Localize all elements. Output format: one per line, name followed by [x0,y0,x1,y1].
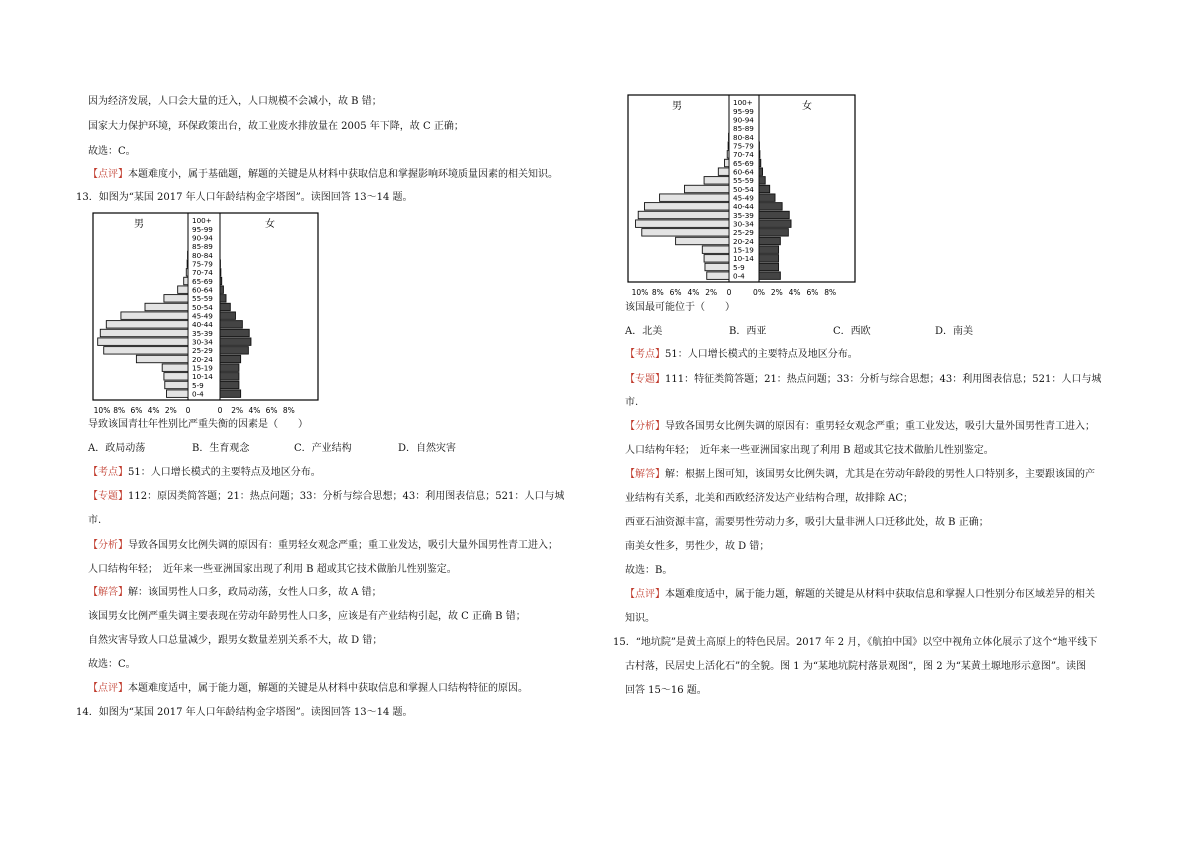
x-tick-label: 8% [113,406,126,415]
female-bar [220,329,249,336]
review-text: 本题难度适中，属于能力题，解题的关键是从材料中获取信息和掌握人口性别分布区域差异的相关 [665,589,1095,600]
age-label: 70-74 [192,268,213,278]
male-label: 男 [672,101,682,112]
female-bar [759,211,789,218]
age-label: 65-69 [733,158,754,168]
male-bar [636,220,729,227]
age-label: 50-54 [733,184,754,194]
text-line: 故选：C。 [88,659,136,670]
option-b[interactable]: B．生育观念 [192,443,250,454]
male-bar [705,263,729,270]
male-bar [660,194,729,201]
jieda-text: 解：根据上图可知，该国男女比例失调，尤其是在劳动年龄段的男性人口特别多，主要跟该国的产 [665,469,1095,480]
age-label: 75-79 [192,259,213,269]
review-line [625,588,1095,602]
age-label: 40-44 [733,202,754,212]
age-label: 20-24 [192,354,213,364]
text-line: 南美女性多，男性少，故 D 错； [625,541,770,552]
q14-options [625,325,973,339]
male-label: 男 [134,219,144,230]
text-line: 故选：B。 [625,565,673,576]
female-bar [759,159,761,166]
age-label: 30-34 [192,337,213,347]
x-tick-label: 4% [147,406,160,415]
male-bar [728,142,729,149]
q15-line: 回答 15～16 题。 [625,685,707,696]
age-label: 100+ [192,216,212,226]
male-bar [676,237,729,244]
x-tick-label: 6% [669,288,682,297]
review-line [88,168,558,182]
kaodian-tag: 【考点】 [88,467,128,478]
fenxi-text: 导致各国男女比例失调的原因有：重男轻女观念严重；重工业发达，吸引大量外国男性青工进入； [128,540,558,551]
x-tick-label: 10% [93,406,111,415]
option-c[interactable]: C．西欧 [833,326,871,337]
female-bar [759,246,779,253]
kaodian-line [88,466,321,480]
female-bar [220,381,239,388]
age-label: 25-29 [733,228,754,238]
x-tick-label: 0% [753,288,765,297]
option-d[interactable]: D．自然灾害 [398,443,457,454]
x-tick-label: 6% [265,406,278,415]
male-bar [718,168,729,175]
age-label: 20-24 [733,236,754,246]
zhuanti-cont: 市. [625,397,639,408]
male-bar [727,151,729,158]
fenxi-tag: 【分析】 [625,421,665,432]
zhuanti-text: 112：原因类简答题；21：热点问题；33：分析与综合思想；43：利用图表信息；521：人口与城 [128,491,565,502]
female-bar [759,168,763,175]
female-bar [759,255,779,262]
zhuanti-line [88,490,564,504]
female-bar [759,229,788,236]
male-bar [145,303,188,310]
text-line: 因为经济发展，人口会大量的迁入，人口规模不会减小，故 B 错； [88,96,382,107]
fenxi-tag: 【分析】 [88,540,128,551]
review-text: 本题难度适中，属于能力题，解题的关键是从材料中获取信息和掌握人口结构特征的原因。 [128,683,528,694]
male-bar [707,272,729,279]
age-label: 10-14 [192,372,213,382]
female-label: 女 [802,101,812,112]
option-a[interactable]: A．北美 [625,326,663,337]
male-bar [165,381,188,388]
x-tick-label: 8% [824,288,837,297]
female-bar [220,338,251,345]
jieda-tag: 【解答】 [88,587,128,598]
male-bar [164,295,188,302]
jieda-text: 解：该国男性人口多，政局动荡，女性人口多，故 A 错； [128,587,382,598]
female-bar [759,185,770,192]
q13-options [88,442,456,456]
age-label: 60-64 [733,167,754,177]
female-bar [759,177,765,184]
x-tick-label: 4% [248,406,261,415]
x-tick-label: 2% [705,288,718,297]
age-label: 55-59 [192,294,213,304]
age-label: 65-69 [192,276,213,286]
x-tick-label: 4% [788,288,801,297]
age-label: 55-59 [733,176,754,186]
male-bar [178,286,188,293]
zhuanti-tag: 【专题】 [88,491,128,502]
female-bar [759,220,791,227]
age-label: 10-14 [733,254,754,264]
kaodian-text: 51：人口增长模式的主要特点及地区分布。 [128,467,321,478]
fenxi-cont: 人口结构年轻； 近年来一些亚洲国家出现了利用 B 超或其它技术做胎儿性别鉴定。 [625,445,994,456]
male-bar [725,159,729,166]
age-label: 70-74 [733,150,754,160]
fenxi-text: 导致各国男女比例失调的原因有：重男轻女观念严重；重工业发达，吸引大量外国男性青工进入； [665,421,1095,432]
female-bar [220,373,239,380]
review-line [88,682,528,696]
x-tick-label: 6% [130,406,143,415]
zhuanti-line [625,373,1101,387]
age-label: 95-99 [733,106,754,116]
fenxi-cont: 人口结构年轻； 近年来一些亚洲国家出现了利用 B 超或其它技术做胎儿性别鉴定。 [88,564,457,575]
x-tick-label: 0 [726,288,732,297]
q15-line: 古村落，民居史上活化石”的全貌。图 1 为“某地坑院村落景观图”，图 2 为“某黄土塬地形示意图”。读图 [625,661,1087,672]
x-tick-label: 4% [687,288,700,297]
age-label: 25-29 [192,346,213,356]
age-label: 15-19 [192,363,213,373]
age-label: 60-64 [192,285,213,295]
male-bar [187,260,188,267]
female-bar [220,269,221,276]
age-label: 5-9 [192,380,204,390]
age-label: 0-4 [192,389,204,399]
x-tick-label: 10% [631,288,649,297]
age-label: 5-9 [733,262,745,272]
jieda-tag: 【解答】 [625,469,665,480]
q14-question: 该国最可能位于（ ） [625,302,735,313]
option-b[interactable]: B．西亚 [729,326,767,337]
option-d[interactable]: D．南美 [935,326,974,337]
age-label: 40-44 [192,320,213,330]
text-line: 该国男女比例严重失调主要表现在劳动年龄男性人口多，应该是有产业结构引起，故 C 正确 B 错； [88,611,526,622]
male-bar [685,185,730,192]
male-bar [121,312,188,319]
age-label: 35-39 [192,328,213,338]
age-label: 15-19 [733,245,754,255]
x-tick-label: 2% [164,406,177,415]
age-label: 45-49 [192,311,213,321]
male-bar [644,203,729,210]
male-bar [100,329,188,336]
male-bar [642,229,729,236]
fenxi-line [625,420,1095,434]
jieda-line [625,468,1095,482]
q13-stem: 13．如图为“某国 2017 年人口年龄结构金字塔图”。读图回答 13～14 题。 [76,192,413,203]
male-bar [98,338,188,345]
age-label: 100+ [733,98,753,108]
review-text: 本题难度小，属于基础题，解题的关键是从材料中获取信息和掌握影响环境质量因素的相关知识。 [128,169,558,180]
age-label: 45-49 [733,193,754,203]
age-label: 75-79 [733,141,754,151]
age-label: 85-89 [733,124,754,134]
female-bar [220,286,223,293]
female-bar [220,364,239,371]
male-bar [167,390,189,397]
age-label: 80-84 [733,132,754,142]
female-bar [220,277,222,284]
population-pyramid-chart [627,92,861,297]
zhuanti-cont: 市. [88,515,102,526]
q14-stem: 14．如图为“某国 2017 年人口年龄结构金字塔图”。读图回答 13～14 题。 [76,707,413,718]
male-bar [184,277,188,284]
jieda-line [88,586,382,600]
text-line: 西亚石油资源丰富，需要男性劳动力多，吸引大量非洲人口迁移此处，故 B 正确； [625,517,989,528]
age-label: 80-84 [192,250,213,260]
kaodian-text: 51：人口增长模式的主要特点及地区分布。 [665,349,858,360]
text-line: 国家大力保护环境，环保政策出台，故工业废水排放量在 2005 年下降，故 C 正确； [88,121,464,132]
x-tick-label: 0 [217,406,223,415]
age-label: 50-54 [192,302,213,312]
kaodian-line [625,348,858,362]
q13-question: 导致该国青壮年性别比严重失衡的因素是（ ） [88,419,308,430]
review-tag: 【点评】 [625,589,665,600]
male-bar [104,347,188,354]
fenxi-line [88,539,558,553]
female-bar [220,321,242,328]
option-a[interactable]: A．政局动荡 [88,443,146,454]
review-tag: 【点评】 [88,169,128,180]
zhuanti-tag: 【专题】 [625,374,665,385]
kaodian-tag: 【考点】 [625,349,665,360]
male-bar [186,269,188,276]
age-label: 90-94 [192,233,213,243]
male-bar [704,255,729,262]
female-bar [220,312,235,319]
female-bar [220,295,226,302]
age-label: 90-94 [733,115,754,125]
population-pyramid-chart [92,210,322,415]
text-line: 自然灾害导致人口总量减少，跟男女数量差别关系不大，故 D 错； [88,635,383,646]
female-label: 女 [265,219,275,230]
male-bar [136,355,188,362]
x-tick-label: 2% [770,288,783,297]
male-bar [106,321,188,328]
age-label: 85-89 [192,242,213,252]
age-label: 95-99 [192,224,213,234]
age-label: 30-34 [733,219,754,229]
x-tick-label: 0 [185,406,191,415]
male-bar [704,177,729,184]
female-bar [759,203,782,210]
x-tick-label: 6% [806,288,819,297]
x-tick-label: 2% [231,406,244,415]
option-c[interactable]: C．产业结构 [294,443,352,454]
jieda-cont: 业结构有关系，北美和西欧经济发达产业结构合理，故排除 AC； [625,493,914,504]
text-line: 故选：C。 [88,146,136,157]
female-bar [759,151,760,158]
female-bar [220,390,241,397]
female-bar [220,355,241,362]
x-tick-label: 8% [282,406,295,415]
male-bar [702,246,729,253]
zhuanti-text: 111：特征类简答题；21：热点问题；33：分析与综合思想；43：利用图表信息；521：人口与城 [665,374,1102,385]
male-bar [164,373,188,380]
female-bar [759,272,780,279]
age-label: 0-4 [733,271,745,281]
female-bar [759,237,780,244]
female-bar [759,263,779,270]
review-tag: 【点评】 [88,683,128,694]
review-cont: 知识。 [625,613,655,624]
male-bar [162,364,188,371]
female-bar [759,194,775,201]
age-label: 35-39 [733,210,754,220]
female-bar [220,347,248,354]
q15-line: 15．“地坑院”是黄土高原上的特色民居。2017 年 2 月，《航拍中国》以空中视角立体化展示了这个“地平线下 [613,637,1098,648]
female-bar [220,303,230,310]
male-bar [638,211,729,218]
x-tick-label: 8% [651,288,664,297]
